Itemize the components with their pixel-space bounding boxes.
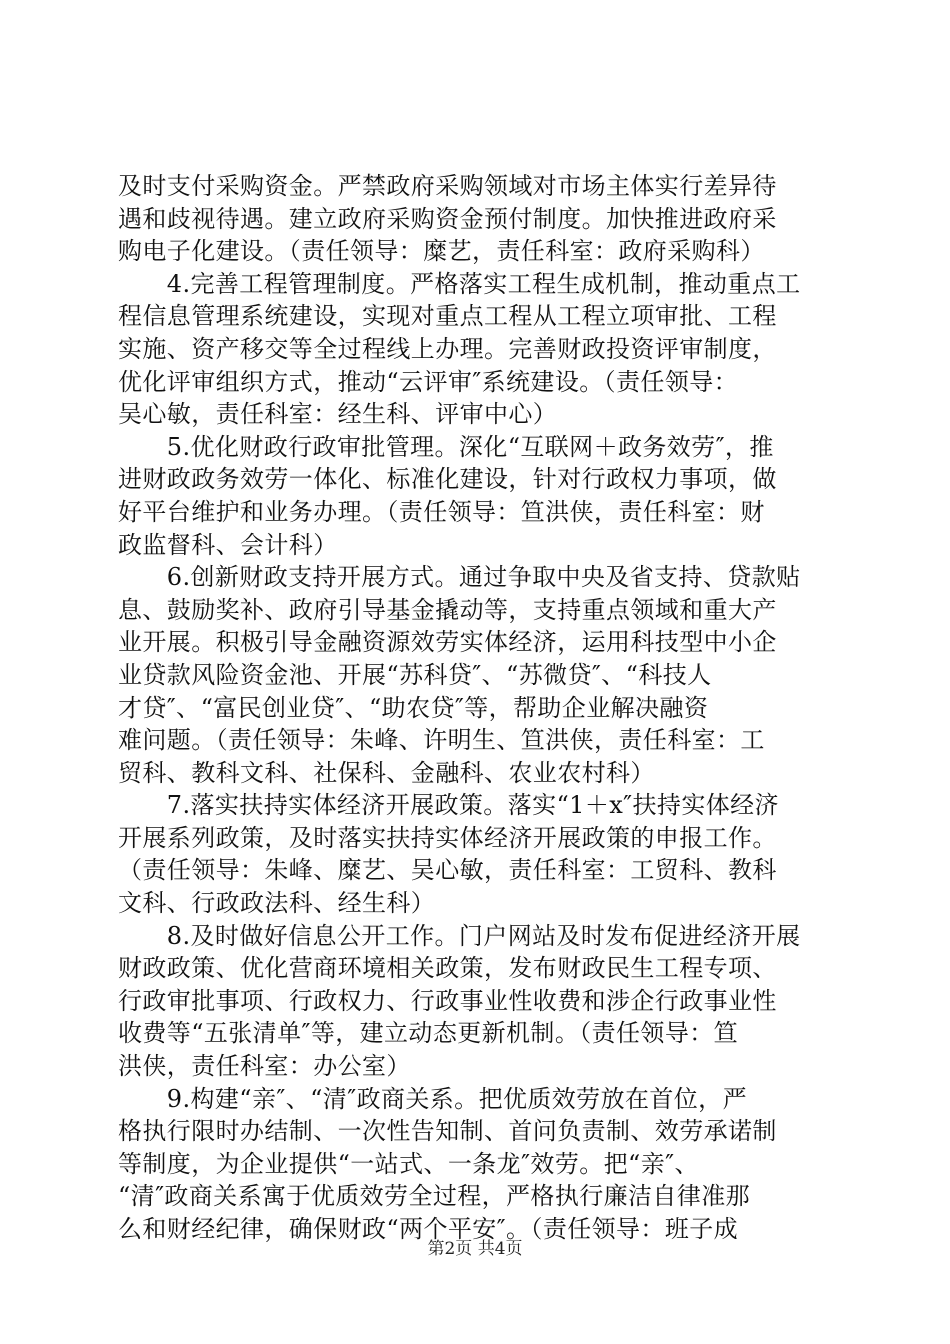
body-line: “清″政商关系寓于优质效劳全过程，严格执行廉洁自律准那 bbox=[118, 1182, 751, 1211]
body-line: 贸科、教科文科、社保科、金融科、农业农村科） bbox=[118, 758, 655, 787]
body-line: 么和财经纪律，确保财政“两个平安″。（责任领导：班子成 bbox=[118, 1215, 739, 1243]
body-line: 息、鼓励奖补、政府引导基金撬动等，支持重点领域和重大产 bbox=[118, 595, 777, 624]
body-line: 5.优化财政行政审批管理。深化“互联网＋政务效劳″，推 bbox=[118, 432, 774, 461]
body-line: 财政政策、优化营商环境相关政策，发布财政民生工程专项、 bbox=[118, 954, 777, 983]
page-footer: 第2页 共4页 bbox=[427, 1239, 523, 1259]
body-line: 优化评审组织方式，推动“云评审″系统建设。（责任领导： bbox=[118, 367, 739, 396]
body-line: 业开展。积极引导金融资源效劳实体经济，运用科技型中小企 bbox=[118, 628, 777, 657]
body-line: 及时支付采购资金。严禁政府采购领域对市场主体实行差异待 bbox=[118, 172, 777, 200]
body-line: 购电子化建设。（责任领导：糜艺，责任科室：政府采购科） bbox=[118, 237, 765, 266]
body-line: 遇和歧视待遇。建立政府采购资金预付制度。加快推进政府采 bbox=[118, 204, 777, 233]
body-line: 政监督科、会计科） bbox=[118, 530, 338, 559]
body-line: 业贷款风险资金池、开展“苏科贷″、“苏微贷″、“科技人 bbox=[118, 660, 712, 689]
body-line: 开展系列政策，及时落实扶持实体经济开展政策的申报工作。 bbox=[118, 823, 777, 852]
body-line: 6.创新财政支持开展方式。通过争取中央及省支持、贷款贴 bbox=[118, 563, 801, 592]
body-line: 收费等“五张清单″等，建立动态更新机制。（责任领导：笪 bbox=[118, 1019, 739, 1048]
body-line: 吴心敏，责任科室：经生科、评审中心） bbox=[118, 400, 558, 429]
body-line: 实施、资产移交等全过程线上办理。完善财政投资评审制度， bbox=[118, 334, 777, 363]
body-text bbox=[118, 170, 838, 1246]
body-line: 难问题。（责任领导：朱峰、许明生、笪洪侠，责任科室：工 bbox=[118, 726, 765, 755]
body-line: （责任领导：朱峰、糜艺、吴心敏，责任科室：工贸科、教科 bbox=[118, 856, 777, 885]
body-line: 好平台维护和业务办理。（责任领导：笪洪侠，责任科室：财 bbox=[118, 497, 765, 526]
body-line: 进财政政务效劳一体化、标准化建设，针对行政权力事项，做 bbox=[118, 465, 777, 494]
body-line: 洪侠，责任科室：办公室） bbox=[118, 1052, 411, 1081]
body-line: 7.落实扶持实体经济开展政策。落实“1＋x″扶持实体经济 bbox=[118, 791, 779, 820]
body-line: 9.构建“亲″、“清″政商关系。把优质效劳放在首位，严 bbox=[118, 1084, 747, 1113]
body-line: 文科、行政政法科、经生科） bbox=[118, 889, 436, 918]
body-line: 程信息管理系统建设，实现对重点工程从工程立项审批、工程 bbox=[118, 302, 777, 331]
body-line: 8.及时做好信息公开工作。门户网站及时发布促进经济开展 bbox=[118, 921, 801, 950]
body-line: 才贷″、“富民创业贷″、“助农贷″等，帮助企业解决融资 bbox=[118, 693, 709, 722]
body-line: 等制度，为企业提供“一站式、一条龙″效劳。把“亲″、 bbox=[118, 1149, 699, 1178]
body-line: 4.完善工程管理制度。严格落实工程生成机制，推动重点工 bbox=[118, 269, 801, 298]
body-line: 格执行限时办结制、一次性告知制、首问负责制、效劳承诺制 bbox=[118, 1117, 777, 1146]
body-line: 行政审批事项、行政权力、行政事业性收费和涉企行政事业性 bbox=[118, 986, 777, 1015]
